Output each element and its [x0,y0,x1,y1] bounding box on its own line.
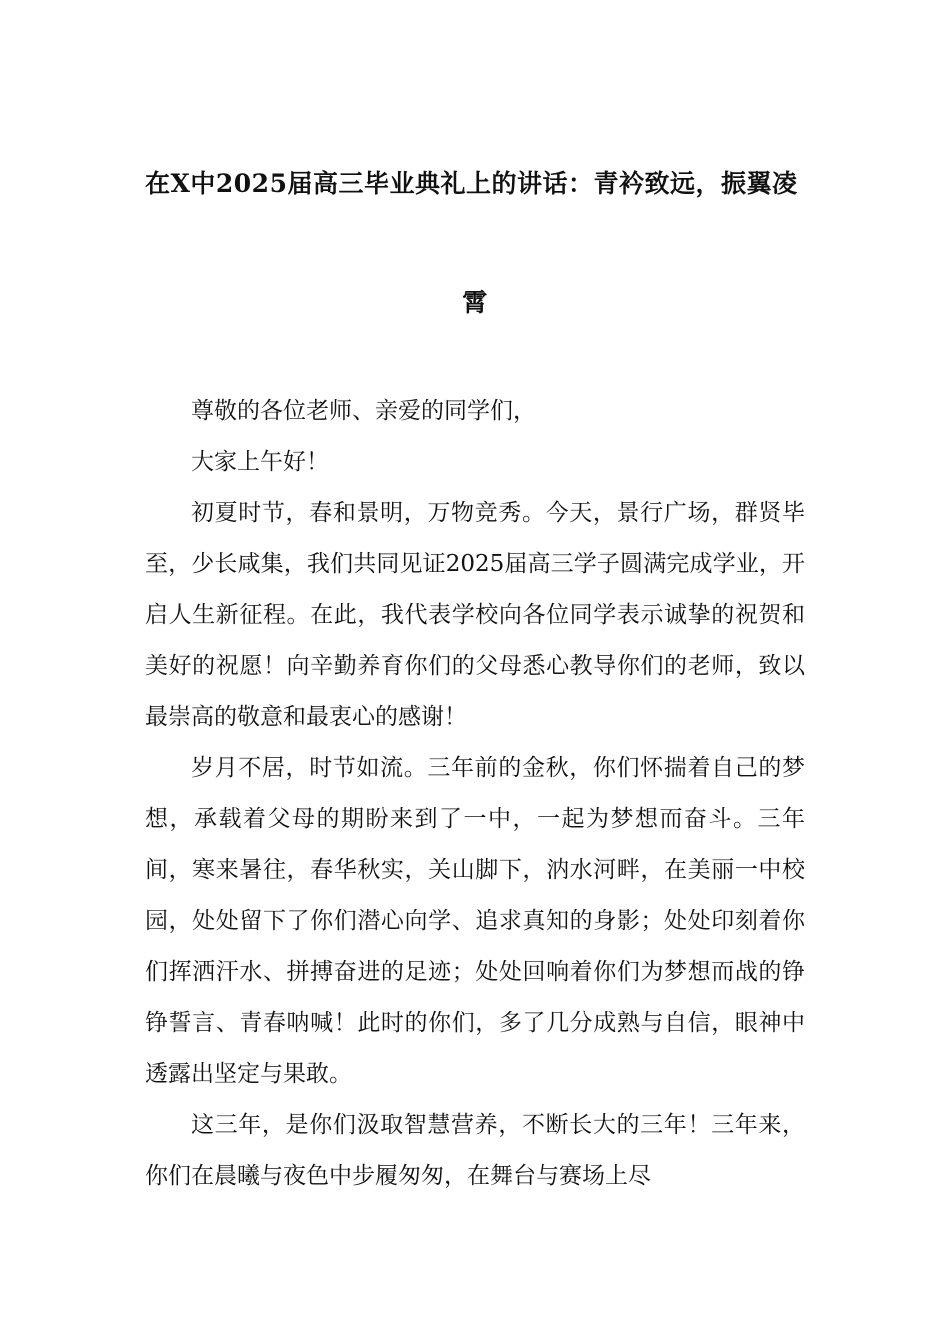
body-paragraph-2: 岁月不居，时节如流。三年前的金秋，你们怀揣着自己的梦想，承载着父母的期盼来到了一中，一起为梦想而奋斗。三年间，寒来暑往，春华秋实，关山脚下，汭水河畔，在美丽一中校园，处处留下了你们潜心向学、追求真知的身影；处处印刻着你们挥洒汗水、拼搏奋进的足迹；处处回响着你们为梦想而战的铮铮誓言、青春呐喊！此时的你们，多了几分成熟与自信，眼神中透露出坚定与果敢。 [145,755,805,1087]
document-body [145,386,805,1202]
document-title-line-2: 霄 [462,288,488,317]
salutation: 尊敬的各位老师、亲爱的同学们， [191,398,536,424]
body-paragraph-3: 这三年，是你们汲取智慧营养，不断长大的三年！三年来，你们在晨曦与夜色中步履匆匆，在舞台与赛场上尽 [145,1112,805,1189]
document-title-line-1: 在X中2025届高三毕业典礼上的讲话：青衿致远，振翼凌 [145,169,798,198]
greeting: 大家上午好！ [191,449,329,475]
body-paragraph-1: 初夏时节，春和景明，万物竞秀。今天，景行广场，群贤毕至，少长咸集，我们共同见证2025届高三学子圆满完成学业，开启人生新征程。在此，我代表学校向各位同学表示诚挚的祝贺和美好的祝愿！向辛勤养育你们的父母悉心教导你们的老师，致以最崇高的敬意和最衷心的感谢！ [145,500,805,730]
